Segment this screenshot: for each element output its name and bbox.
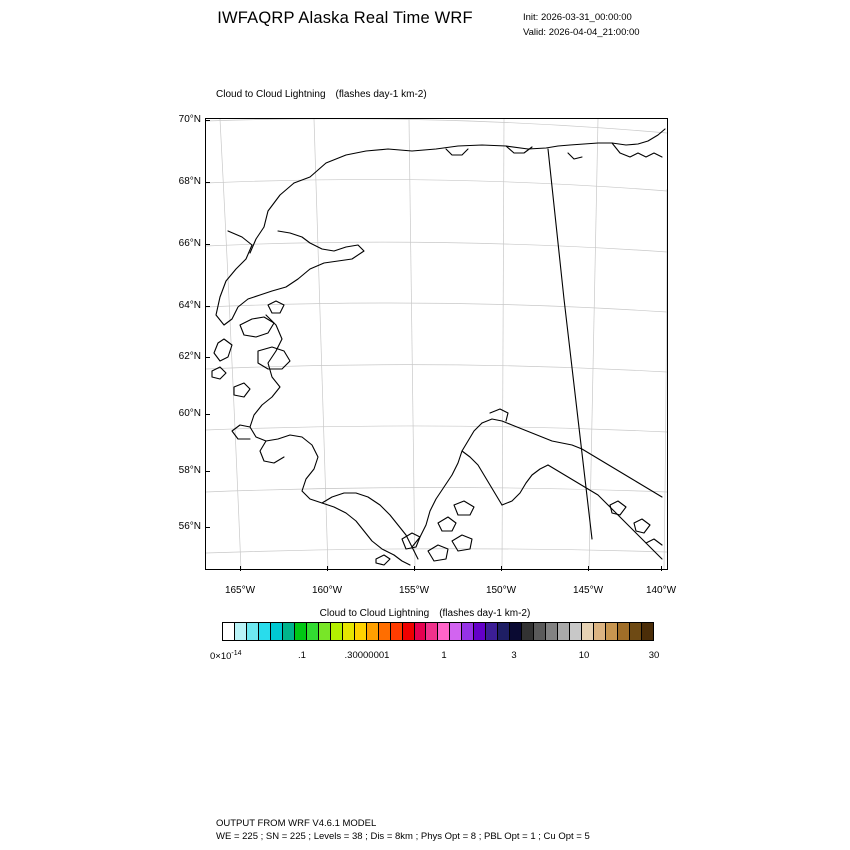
x-tick-label: 160°W <box>311 585 343 596</box>
colorbar-tick-label: 3 <box>511 650 517 661</box>
field-label-units: (flashes day-1 km-2) <box>335 89 427 100</box>
colorbar-swatch <box>415 623 427 640</box>
colorbar-swatch <box>355 623 367 640</box>
x-tick-label: 145°W <box>572 585 604 596</box>
y-tick-mark <box>205 244 210 245</box>
colorbar-swatch <box>235 623 247 640</box>
colorbar-swatch <box>283 623 295 640</box>
colorbar-swatch <box>474 623 486 640</box>
colorbar-swatch <box>570 623 582 640</box>
x-tick-mark <box>414 566 415 571</box>
colorbar-swatch <box>594 623 606 640</box>
colorbar-swatch <box>558 623 570 640</box>
coastline-paths <box>212 129 665 565</box>
y-tick-label: 70°N <box>178 114 201 125</box>
x-tick-label: 155°W <box>398 585 430 596</box>
y-tick-mark <box>205 306 210 307</box>
y-tick-label: 60°N <box>178 408 201 419</box>
colorbar-swatch <box>534 623 546 640</box>
colorbar-title-name: Cloud to Cloud Lightning <box>319 608 430 619</box>
colorbar-swatch <box>546 623 558 640</box>
y-tick-label: 66°N <box>178 238 201 249</box>
map-plot-area <box>205 118 668 570</box>
x-tick-mark <box>588 566 589 571</box>
colorbar-swatch <box>307 623 319 640</box>
colorbar-title <box>0 608 850 619</box>
colorbar-swatch <box>379 623 391 640</box>
colorbar-swatch <box>403 623 415 640</box>
colorbar-swatch <box>510 623 522 640</box>
colorbar-swatch <box>271 623 283 640</box>
colorbar-swatch <box>343 623 355 640</box>
colorbar-tick-label: .1 <box>298 650 306 661</box>
graticule-lines <box>206 119 667 569</box>
y-tick-label: 56°N <box>178 521 201 532</box>
colorbar-swatch <box>391 623 403 640</box>
x-tick-label: 150°W <box>485 585 517 596</box>
y-tick-mark <box>205 357 210 358</box>
colorbar-swatch <box>486 623 498 640</box>
colorbar-swatch <box>618 623 630 640</box>
colorbar-swatch <box>319 623 331 640</box>
field-label-name: Cloud to Cloud Lightning <box>216 89 326 100</box>
x-tick-label: 140°W <box>645 585 677 596</box>
y-tick-label: 58°N <box>178 465 201 476</box>
page-title: IWFAQRP Alaska Real Time WRF <box>217 9 473 27</box>
map-svg <box>206 119 667 569</box>
valid-time-label: Valid: 2026-04-04_21:00:00 <box>523 27 640 38</box>
colorbar-swatch <box>462 623 474 640</box>
colorbar-swatch <box>606 623 618 640</box>
colorbar-swatch <box>642 623 653 640</box>
y-tick-label: 62°N <box>178 351 201 362</box>
colorbar-swatch <box>426 623 438 640</box>
colorbar-swatch <box>295 623 307 640</box>
colorbar-swatch <box>331 623 343 640</box>
colorbar-swatch <box>630 623 642 640</box>
y-tick-label: 64°N <box>178 300 201 311</box>
colorbar-swatch <box>438 623 450 640</box>
colorbar <box>222 622 654 641</box>
colorbar-tick-label: 30 <box>648 650 660 661</box>
colorbar-tick-text: 0×10 <box>210 651 232 663</box>
field-label <box>216 89 427 100</box>
colorbar-tick-label: 10 <box>578 650 590 661</box>
init-time-label: Init: 2026-03-31_00:00:00 <box>523 12 632 23</box>
colorbar-tick-label <box>210 650 270 662</box>
colorbar-swatch <box>223 623 235 640</box>
colorbar-swatch <box>582 623 594 640</box>
x-tick-mark <box>240 566 241 571</box>
y-tick-label: 68°N <box>178 176 201 187</box>
y-tick-mark <box>205 414 210 415</box>
colorbar-swatch <box>247 623 259 640</box>
footer-model-line: OUTPUT FROM WRF V4.6.1 MODEL <box>216 818 377 829</box>
colorbar-tick-exponent: -14 <box>231 650 242 657</box>
colorbar-title-units: (flashes day-1 km-2) <box>439 608 531 619</box>
x-tick-mark <box>327 566 328 571</box>
x-tick-mark <box>661 566 662 571</box>
y-tick-mark <box>205 120 210 121</box>
x-tick-label: 165°W <box>224 585 256 596</box>
colorbar-swatch <box>522 623 534 640</box>
footer-config-line: WE = 225 ; SN = 225 ; Levels = 38 ; Dis = 8km ; Phys Opt = 8 ; PBL Opt = 1 ; Cu Opt = 5 <box>216 831 590 842</box>
colorbar-swatch <box>259 623 271 640</box>
y-tick-mark <box>205 471 210 472</box>
colorbar-swatch <box>367 623 379 640</box>
colorbar-tick-label: 1 <box>441 650 447 661</box>
x-tick-mark <box>501 566 502 571</box>
colorbar-swatch <box>450 623 462 640</box>
colorbar-tick-label: .30000001 <box>344 650 390 661</box>
colorbar-swatch <box>498 623 510 640</box>
y-tick-mark <box>205 527 210 528</box>
y-tick-mark <box>205 182 210 183</box>
